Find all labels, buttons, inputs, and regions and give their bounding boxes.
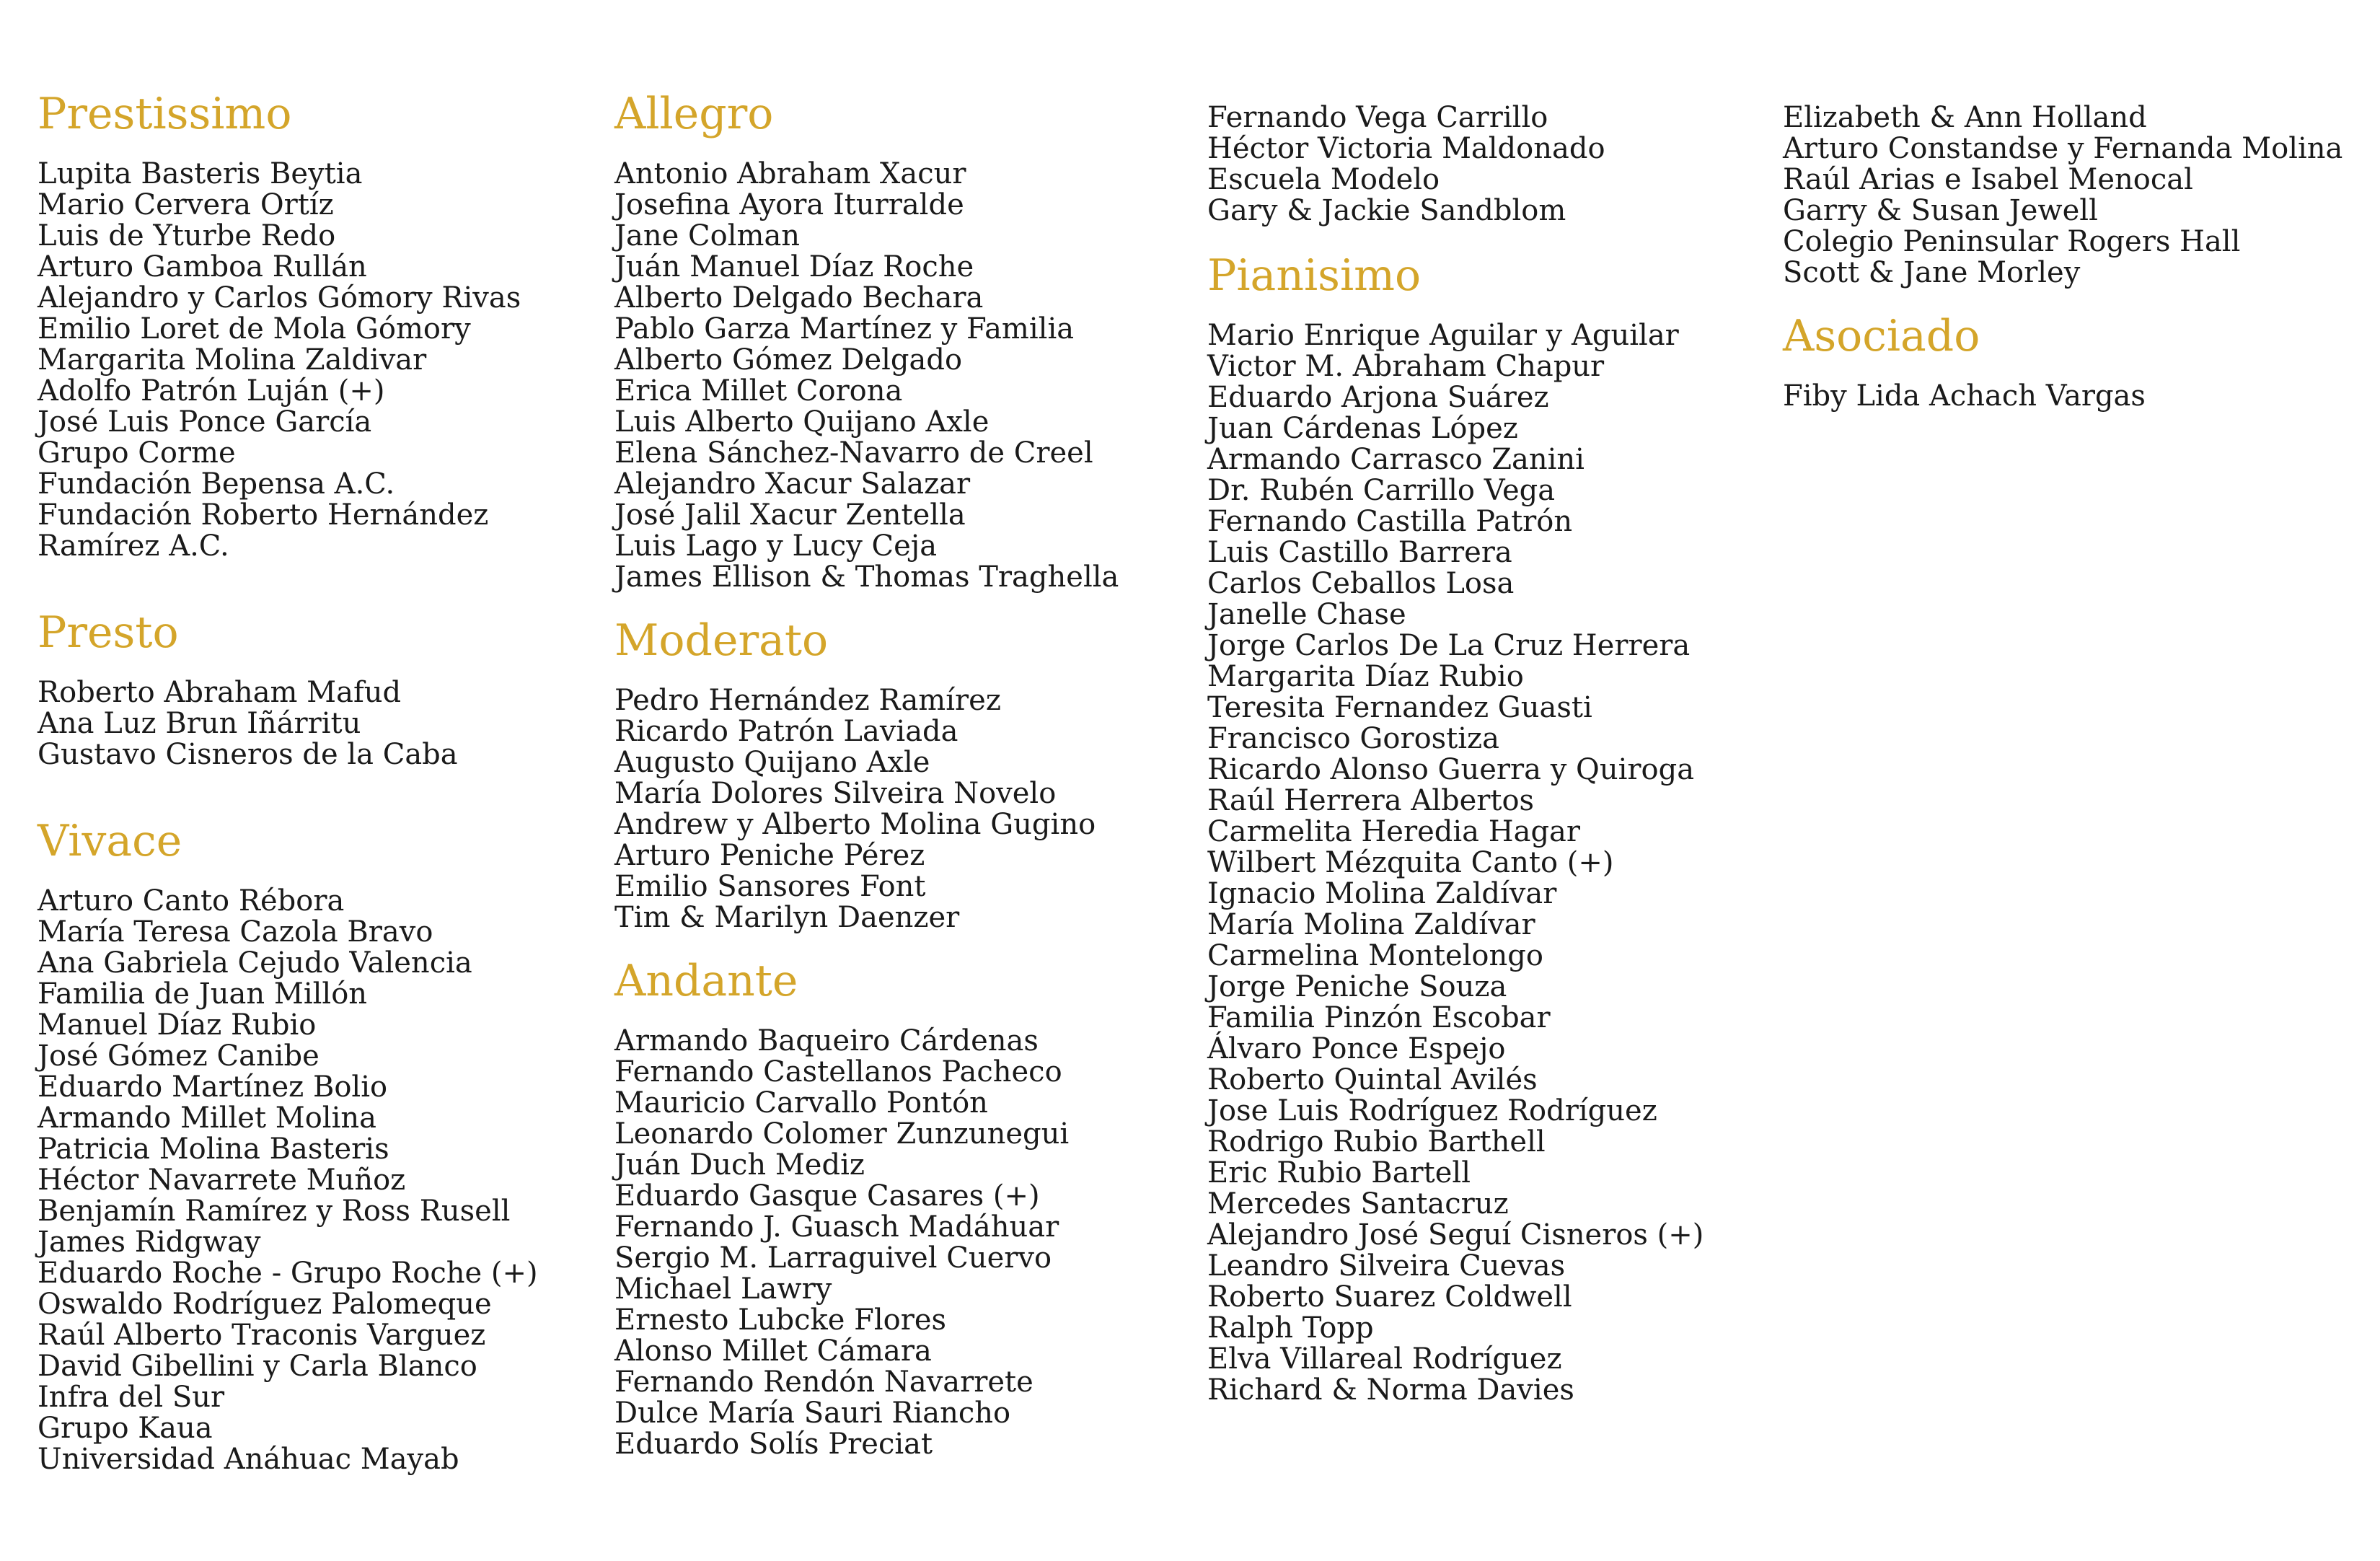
donor-name: Fernando Castellanos Pacheco — [614, 1055, 1062, 1089]
donor-name: Manuel Díaz Rubio — [38, 1008, 317, 1042]
donor-name: Oswaldo Rodríguez Palomeque — [38, 1288, 492, 1321]
donor-name: Arturo Gamboa Rullán — [38, 250, 367, 283]
donor-name: David Gibellini y Carla Blanco — [38, 1350, 477, 1383]
column-4 — [1783, 102, 2342, 412]
donor-name: Leonardo Colomer Zunzunegui — [614, 1117, 1070, 1151]
donor-name: Tim & Marilyn Daenzer — [614, 901, 960, 934]
donor-name: Luis de Yturbe Redo — [38, 219, 336, 252]
donor-name: Roberto Abraham Mafud — [38, 676, 402, 709]
donor-name: Wilbert Mézquita Canto (+) — [1207, 846, 1614, 879]
donor-name: José Jalil Xacur Zentella — [614, 498, 966, 532]
donor-name: Rodrigo Rubio Barthell — [1207, 1125, 1546, 1158]
donor-name: Fundación Bepensa A.C. — [38, 467, 395, 501]
donor-name: Luis Castillo Barrera — [1207, 536, 1512, 569]
section-pianisimo — [1207, 247, 1704, 1406]
donor-name: Universidad Anáhuac Mayab — [38, 1443, 459, 1476]
donor-name: Michael Lawry — [614, 1272, 832, 1306]
donor-name: Augusto Quijano Axle — [614, 746, 930, 779]
donor-name: Josefina Ayora Iturralde — [614, 188, 964, 221]
donor-name: Eduardo Roche - Grupo Roche (+) — [38, 1257, 538, 1290]
donor-name: Juan Cárdenas López — [1207, 412, 1518, 445]
donor-name: Ernesto Lubcke Flores — [614, 1303, 947, 1337]
donor-name: Infra del Sur — [38, 1381, 225, 1414]
donor-name: Alberto Delgado Bechara — [614, 281, 984, 315]
donor-name: Emilio Loret de Mola Gómory — [38, 312, 471, 346]
donor-name: María Dolores Silveira Novelo — [614, 777, 1057, 810]
name-list — [1783, 102, 2342, 289]
donor-name: Teresita Fernandez Guasti — [1207, 691, 1592, 724]
donor-name: Jorge Carlos De La Cruz Herrera — [1207, 629, 1691, 662]
name-list — [1783, 381, 2342, 412]
donor-name: Héctor Victoria Maldonado — [1207, 132, 1605, 165]
donor-name: Jose Luis Rodríguez Rodríguez — [1207, 1094, 1657, 1127]
donor-name: Ricardo Alonso Guerra y Quiroga — [1207, 753, 1695, 786]
donor-name: Raúl Herrera Albertos — [1207, 784, 1535, 817]
donor-name: Leandro Silveira Cuevas — [1207, 1249, 1566, 1283]
name-list — [614, 685, 1119, 933]
section-vivace — [38, 812, 538, 1475]
donor-name: Pedro Hernández Ramírez — [614, 684, 1001, 717]
donor-name: James Ridgway — [38, 1226, 261, 1259]
name-list — [38, 159, 538, 562]
donor-name: Mario Enrique Aguilar y Aguilar — [1207, 319, 1679, 352]
donor-name: Juán Duch Mediz — [614, 1148, 865, 1182]
donor-name: Fernando Castilla Patrón — [1207, 505, 1573, 538]
section-title: Allegro — [614, 89, 774, 139]
donor-name: Armando Carrasco Zanini — [1207, 443, 1585, 476]
name-list — [1207, 102, 1704, 227]
section-moderato — [614, 612, 1119, 933]
donor-name: Patricia Molina Basteris — [38, 1133, 389, 1166]
donor-name: Benjamín Ramírez y Ross Rusell — [38, 1195, 511, 1228]
donor-name: Ralph Topp — [1207, 1311, 1374, 1345]
donor-name: Janelle Chase — [1207, 598, 1406, 631]
donor-name: Francisco Gorostiza — [1207, 722, 1499, 755]
donor-name: Grupo Corme — [38, 436, 236, 470]
donor-name: Armando Baqueiro Cárdenas — [614, 1024, 1039, 1057]
donor-name: Antonio Abraham Xacur — [614, 157, 966, 190]
column-3 — [1207, 102, 1704, 1406]
name-list — [38, 886, 538, 1475]
donor-name: Jane Colman — [614, 219, 801, 252]
column-1 — [38, 85, 538, 1475]
donor-name: Ignacio Molina Zaldívar — [1207, 877, 1557, 910]
donor-name: Eduardo Martínez Bolio — [38, 1070, 388, 1104]
donor-name: Carmelita Heredia Hagar — [1207, 815, 1581, 848]
donor-name: Dulce María Sauri Riancho — [614, 1397, 1011, 1430]
donor-name: Arturo Constandse y Fernanda Molina — [1783, 132, 2343, 165]
donor-name: Héctor Navarrete Muñoz — [38, 1164, 406, 1197]
donor-name: Alejandro José Seguí Cisneros (+) — [1207, 1218, 1704, 1252]
donor-name: Emilio Sansores Font — [614, 870, 926, 903]
section-prestissimo — [38, 85, 538, 562]
donor-name: Fernando J. Guasch Madáhuar — [614, 1210, 1059, 1244]
donor-name: Scott & Jane Morley — [1783, 256, 2081, 289]
donor-name: Familia Pinzón Escobar — [1207, 1001, 1551, 1034]
donor-name: Grupo Kaua — [38, 1412, 213, 1445]
section-title: Andante — [614, 956, 798, 1006]
donor-name: Adolfo Patrón Luján (+) — [38, 374, 385, 408]
donor-name: Armando Millet Molina — [38, 1102, 376, 1135]
section-title: Pianisimo — [1207, 250, 1422, 301]
donor-name: Erica Millet Corona — [614, 374, 903, 408]
donor-name: Gustavo Cisneros de la Caba — [38, 738, 458, 771]
donor-name: María Molina Zaldívar — [1207, 908, 1535, 941]
donor-name: Alejandro y Carlos Gómory Rivas — [38, 281, 521, 315]
donor-name: Arturo Canto Rébora — [38, 884, 345, 918]
donor-name: Margarita Díaz Rubio — [1207, 660, 1524, 693]
donor-name: Fernando Rendón Navarrete — [614, 1366, 1033, 1399]
section-title: Asociado — [1783, 311, 1980, 361]
section-presto — [38, 604, 538, 770]
donor-name: Elena Sánchez-Navarro de Creel — [614, 436, 1093, 470]
donor-name: Raúl Alberto Traconis Varguez — [38, 1319, 486, 1352]
section-title: Moderato — [614, 615, 829, 666]
name-list — [614, 1026, 1119, 1460]
column-2 — [614, 85, 1119, 1460]
donor-name: Elva Villareal Rodríguez — [1207, 1342, 1562, 1376]
donor-name: Álvaro Ponce Espejo — [1207, 1032, 1506, 1065]
name-list — [1207, 320, 1704, 1406]
donor-name: Ana Gabriela Cejudo Valencia — [38, 946, 472, 980]
donor-name: Sergio M. Larraguivel Cuervo — [614, 1241, 1052, 1275]
donor-name: Mercedes Santacruz — [1207, 1187, 1509, 1221]
donor-name: Familia de Juan Millón — [38, 977, 368, 1011]
donor-name: Richard & Norma Davies — [1207, 1373, 1574, 1407]
donor-name: Carlos Ceballos Losa — [1207, 567, 1515, 600]
donor-name: Colegio Peninsular Rogers Hall — [1783, 225, 2241, 258]
donor-name: James Ellison & Thomas Traghella — [614, 560, 1119, 594]
section-title: Prestissimo — [38, 89, 292, 139]
donor-name: Eduardo Gasque Casares (+) — [614, 1179, 1040, 1213]
donor-name: Alejandro Xacur Salazar — [614, 467, 971, 501]
donor-name: Ramírez A.C. — [38, 529, 229, 563]
donor-name: Ana Luz Brun Iñárritu — [38, 707, 361, 740]
donor-name: Fiby Lida Achach Vargas — [1783, 379, 2146, 413]
donor-name: Roberto Quintal Avilés — [1207, 1063, 1538, 1096]
section-continued — [1783, 102, 2342, 289]
donor-name: Roberto Suarez Coldwell — [1207, 1280, 1572, 1314]
donor-name: Arturo Peniche Pérez — [614, 839, 925, 872]
name-list — [38, 677, 538, 770]
donor-name: Eric Rubio Bartell — [1207, 1156, 1471, 1190]
donor-name: Luis Alberto Quijano Axle — [614, 405, 990, 439]
donor-name: Margarita Molina Zaldivar — [38, 343, 427, 377]
donor-name: Garry & Susan Jewell — [1783, 194, 2098, 227]
donor-name: Dr. Rubén Carrillo Vega — [1207, 474, 1556, 507]
section-asociado — [1783, 307, 2342, 412]
donor-name: Victor M. Abraham Chapur — [1207, 350, 1605, 383]
donor-name: Mauricio Carvallo Pontón — [614, 1086, 988, 1120]
section-andante — [614, 952, 1119, 1460]
donor-name: Pablo Garza Martínez y Familia — [614, 312, 1075, 346]
donor-name: Raúl Arias e Isabel Menocal — [1783, 163, 2193, 196]
donor-name: Luis Lago y Lucy Ceja — [614, 529, 938, 563]
donor-name: Juán Manuel Díaz Roche — [614, 250, 974, 283]
donor-name: Eduardo Arjona Suárez — [1207, 381, 1549, 414]
donor-name: Elizabeth & Ann Holland — [1783, 101, 2147, 134]
donor-name: Andrew y Alberto Molina Gugino — [614, 808, 1096, 841]
section-title: Presto — [38, 607, 179, 658]
section-title: Vivace — [38, 816, 182, 866]
donor-name: Fernando Vega Carrillo — [1207, 101, 1548, 134]
section-allegro — [614, 85, 1119, 593]
donor-name: Fundación Roberto Hernández — [38, 498, 489, 532]
donor-name: Eduardo Solís Preciat — [614, 1428, 933, 1461]
name-list — [614, 159, 1119, 593]
donor-name: Carmelina Montelongo — [1207, 939, 1543, 972]
donor-name: Mario Cervera Ortíz — [38, 188, 334, 221]
donor-name: Gary & Jackie Sandblom — [1207, 194, 1566, 227]
section-continued — [1207, 102, 1704, 227]
donor-name: José Gómez Canibe — [38, 1039, 319, 1073]
donor-name: María Teresa Cazola Bravo — [38, 915, 433, 949]
donor-name: Jorge Peniche Souza — [1207, 970, 1507, 1003]
donor-name: José Luis Ponce García — [38, 405, 372, 439]
donor-name: Alberto Gómez Delgado — [614, 343, 963, 377]
donor-name: Escuela Modelo — [1207, 163, 1440, 196]
donor-name: Lupita Basteris Beytia — [38, 157, 363, 190]
donor-name: Ricardo Patrón Laviada — [614, 715, 958, 748]
donor-name: Alonso Millet Cámara — [614, 1334, 932, 1368]
